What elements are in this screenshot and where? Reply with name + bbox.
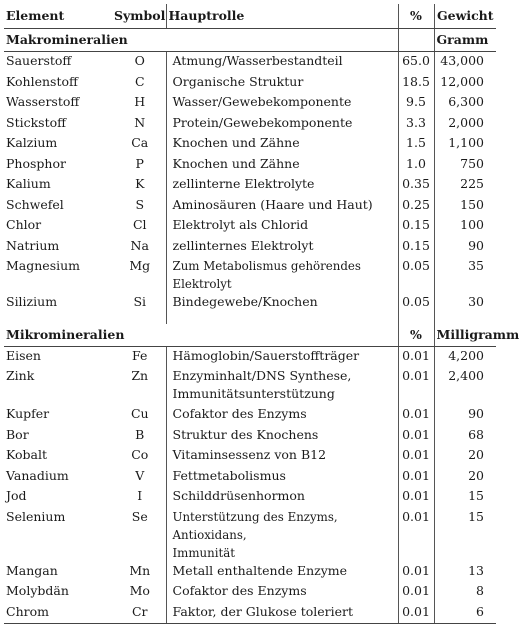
header-symbol: Symbol xyxy=(114,4,166,29)
role-cell: Organische Struktur xyxy=(166,73,398,94)
table-row xyxy=(4,446,496,467)
weight-cell: 90 xyxy=(434,405,496,426)
weight-cell: 15 xyxy=(434,487,496,508)
section-gap xyxy=(4,314,496,324)
weight-cell: 1,100 xyxy=(434,134,496,155)
element-cell: Chrom xyxy=(4,603,114,624)
element-cell: Sauerstoff xyxy=(6,53,72,68)
weight-cell: 750 xyxy=(434,155,496,176)
symbol-cell: Si xyxy=(133,294,147,309)
table-row xyxy=(4,175,496,196)
role-cell: Metall enthaltende Enzyme xyxy=(166,562,398,583)
table-row xyxy=(4,73,496,94)
role-cell: zellinterne Elektrolyte xyxy=(166,175,398,196)
symbol-cell: B xyxy=(135,426,145,442)
micro-section-header xyxy=(4,324,496,347)
role-cell: Protein/Gewebekomponente xyxy=(166,114,398,135)
table-row xyxy=(4,582,496,603)
weight-cell: 13 xyxy=(434,562,496,583)
table-row xyxy=(4,216,496,237)
symbol-cell: S xyxy=(135,196,145,212)
symbol-cell: Cl xyxy=(132,217,147,232)
header-role: Hauptrolle xyxy=(166,4,398,29)
weight-cell: 30 xyxy=(434,293,496,314)
element-cell: Kobalt xyxy=(6,447,48,462)
weight-cell: 15 xyxy=(434,508,496,562)
role-cell: Bindegewebe/Knochen xyxy=(166,293,398,314)
percent-cell: 0.05 xyxy=(398,293,434,314)
percent-cell: 0.01 xyxy=(398,467,434,488)
role-cell: Faktor, der Glukose toleriert xyxy=(166,603,398,624)
symbol-cell: C xyxy=(134,73,145,89)
symbol-cell: O xyxy=(134,53,145,68)
symbol-cell: Ca xyxy=(131,135,149,150)
role-cell: Hämoglobin/Sauerstoffträger xyxy=(166,346,398,367)
weight-cell: 6,300 xyxy=(434,93,496,114)
percent-cell: 0.01 xyxy=(398,426,434,447)
weight-cell: 43,000 xyxy=(434,52,496,73)
role-cell: Knochen und Zähne xyxy=(166,134,398,155)
element-cell: Natrium xyxy=(6,237,60,253)
symbol-cell: Se xyxy=(131,508,148,524)
table-row xyxy=(4,487,496,508)
symbol-cell: P xyxy=(135,155,144,171)
element-cell: Phosphor xyxy=(6,155,66,171)
percent-cell: 0.01 xyxy=(398,446,434,467)
macro-section-header xyxy=(4,29,496,52)
weight-cell: 100 xyxy=(434,216,496,237)
header-weight: Gewicht xyxy=(434,4,496,29)
percent-cell: 0.01 xyxy=(398,603,434,624)
percent-cell: 0.35 xyxy=(398,175,434,196)
percent-cell: 0.01 xyxy=(398,562,434,583)
role-cell: Fettmetabolismus xyxy=(166,467,398,488)
percent-cell: 0.25 xyxy=(398,196,434,217)
element-cell: Zink xyxy=(6,368,35,383)
role-cell: Atmung/Wasserbestandteil xyxy=(166,52,398,73)
element-cell: Chlor xyxy=(6,217,42,232)
element-cell: Schwefel xyxy=(6,196,64,212)
table-row xyxy=(4,155,496,176)
weight-cell: 68 xyxy=(434,426,496,447)
table-row xyxy=(4,52,496,73)
percent-cell: 0.15 xyxy=(398,237,434,258)
element-cell: Selenium xyxy=(6,508,66,524)
weight-cell: 6 xyxy=(434,603,496,624)
symbol-cell: Cu xyxy=(130,406,149,421)
micro-title: Mikromineralien xyxy=(4,324,398,347)
symbol-cell: Zn xyxy=(131,368,149,383)
macro-title: Makromineralien xyxy=(4,29,398,52)
element-cell: Kupfer xyxy=(6,406,50,421)
symbol-cell: I xyxy=(137,488,143,503)
percent-cell: 0.01 xyxy=(398,405,434,426)
percent-cell: 18.5 xyxy=(398,73,434,94)
element-cell: Silizium xyxy=(6,294,58,309)
table-row xyxy=(4,603,496,624)
table-row xyxy=(4,508,496,562)
weight-cell: 2,400 xyxy=(434,367,496,405)
symbol-cell: H xyxy=(134,94,146,109)
table-row xyxy=(4,93,496,114)
table-row xyxy=(4,196,496,217)
table-row xyxy=(4,237,496,258)
symbol-cell: Cr xyxy=(114,603,166,624)
element-cell: Wasserstoff xyxy=(6,94,80,109)
weight-cell: 35 xyxy=(434,257,496,293)
percent-cell: 1.5 xyxy=(398,134,434,155)
symbol-cell: Mo xyxy=(129,583,150,598)
role-cell: Elektrolyt als Chlorid xyxy=(166,216,398,237)
role-cell: Cofaktor des Enzyms xyxy=(166,405,398,426)
symbol-cell: N xyxy=(134,114,146,130)
table-row xyxy=(4,405,496,426)
symbol-cell: Na xyxy=(130,237,149,253)
element-cell: Kohlenstoff xyxy=(6,73,78,89)
table-row xyxy=(4,293,496,314)
percent-cell: 0.01 xyxy=(398,487,434,508)
micro-percent-header: % xyxy=(398,324,434,347)
role-cell: Aminosäuren (Haare und Haut) xyxy=(166,196,398,217)
percent-cell: 65.0 xyxy=(398,52,434,73)
header-percent: % xyxy=(398,4,434,29)
element-cell: Bor xyxy=(6,426,29,442)
weight-cell: 4,200 xyxy=(434,346,496,367)
macro-unit: Gramm xyxy=(434,29,496,52)
weight-cell: 225 xyxy=(434,175,496,196)
symbol-cell: V xyxy=(135,467,145,483)
percent-cell: 1.0 xyxy=(398,155,434,176)
element-cell: Kalium xyxy=(6,176,51,191)
element-cell: Eisen xyxy=(6,347,41,363)
weight-cell: 20 xyxy=(434,467,496,488)
symbol-cell: Mn xyxy=(129,562,151,578)
percent-cell: 9.5 xyxy=(398,93,434,114)
table-row xyxy=(4,367,496,405)
symbol-cell: Co xyxy=(131,447,149,462)
element-cell: Mangan xyxy=(6,562,58,578)
role-cell: zellinternes Elektrolyt xyxy=(166,237,398,258)
percent-cell: 0.01 xyxy=(398,346,434,367)
table-row xyxy=(4,426,496,447)
role-cell: Knochen und Zähne xyxy=(166,155,398,176)
weight-cell: 2,000 xyxy=(434,114,496,135)
symbol-cell: Mg xyxy=(129,258,151,273)
table-row xyxy=(4,346,496,367)
weight-cell: 12,000 xyxy=(434,73,496,94)
role-cell: Enzyminhalt/DNS Synthese, Immunitätsunterstützung xyxy=(166,367,398,405)
role-cell: Vitaminsessenz von B12 xyxy=(166,446,398,467)
weight-cell: 20 xyxy=(434,446,496,467)
macro-section xyxy=(4,29,496,314)
element-cell: Kalzium xyxy=(6,135,58,150)
micro-unit: Milligramm xyxy=(434,324,496,347)
role-cell: Unterstützung des Enzyms, Antioxidans, Immunität xyxy=(166,508,398,562)
role-cell: Schilddrüsenhormon xyxy=(166,487,398,508)
weight-cell: 90 xyxy=(434,237,496,258)
header-element: Element xyxy=(4,4,114,29)
table-row xyxy=(4,562,496,583)
symbol-cell: Fe xyxy=(132,347,148,363)
percent-cell: 3.3 xyxy=(398,114,434,135)
role-cell: Cofaktor des Enzyms xyxy=(166,582,398,603)
element-cell: Vanadium xyxy=(6,467,69,483)
weight-cell: 150 xyxy=(434,196,496,217)
role-cell: Zum Metabolismus gehörendes Elektrolyt xyxy=(166,257,398,293)
element-cell: Stickstoff xyxy=(6,114,67,130)
element-cell: Molybdän xyxy=(6,583,69,598)
table-row xyxy=(4,257,496,293)
percent-cell: 0.01 xyxy=(398,367,434,405)
percent-cell: 0.01 xyxy=(398,508,434,562)
gap-row xyxy=(4,314,496,324)
table-row xyxy=(4,134,496,155)
minerals-table xyxy=(4,4,519,624)
role-cell: Struktur des Knochens xyxy=(166,426,398,447)
weight-cell: 8 xyxy=(434,582,496,603)
percent-cell: 0.01 xyxy=(398,582,434,603)
micro-section xyxy=(4,324,519,624)
macro-percent-blank xyxy=(398,29,434,52)
element-cell: Magnesium xyxy=(6,258,81,273)
percent-cell: 0.05 xyxy=(398,257,434,293)
element-cell: Jod xyxy=(6,488,27,503)
role-cell: Wasser/Gewebekomponente xyxy=(166,93,398,114)
symbol-cell: K xyxy=(135,176,145,191)
table-row xyxy=(4,467,496,488)
percent-cell: 0.15 xyxy=(398,216,434,237)
table-header-row xyxy=(4,4,496,29)
table-row xyxy=(4,114,496,135)
